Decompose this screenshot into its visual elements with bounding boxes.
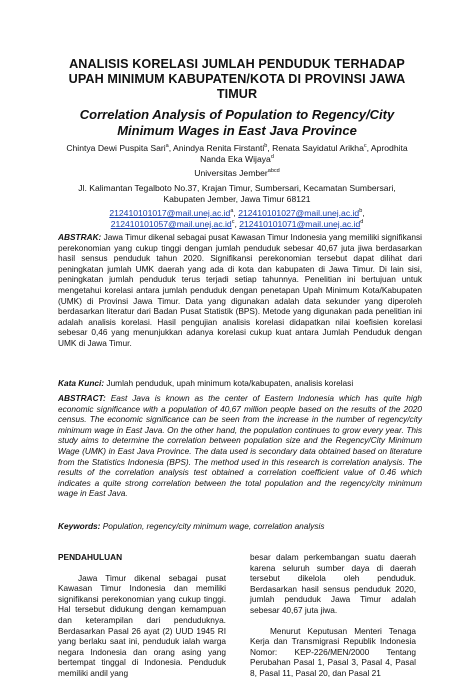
email-separator: , [233, 208, 239, 218]
author-list [40, 143, 434, 165]
title-english [40, 107, 434, 138]
address-line: Jl. Kalimantan Tegalboto No.37, Krajan Timur, Sumbersari, Kecamatan Sumbersari, [78, 183, 396, 193]
author-name: Chintya Dewi Puspita Sari [66, 143, 166, 153]
kata-kunci [58, 378, 422, 389]
author-affiliation-mark: c [363, 143, 367, 150]
right-column [250, 552, 416, 679]
email-link[interactable]: 212410101027@mail.unej.ac.id [238, 208, 360, 218]
abstract-label: ABSTRACT: [58, 393, 106, 403]
abstract-text: East Java is known as the center of Eastern Indonesia which has quite high economic significance with a population of 40,67 million people based on the results of the 2020 census. The economic significance can be seen from the increase in the number of regency/city minimum wage in East Java. On the other hand, the population continues to grow every year. This study aims to determine the correlation between population size and the Regency/City Minimum Wage (UMK) in East Java Province. The data used is secondary data obtained based on literature from the Statistics Indonesia (BPS). The method used in this research is correlation analysis. The results of the correlation analysis test obtained a correlation coefficient value of 0.46 which indicates a quite strong correlation between the total population and the regency/city minimum wage in East Java. [58, 393, 422, 499]
title-indonesian [40, 57, 434, 102]
address-line: Kabupaten Jember, Jawa Timur 68121 [163, 194, 311, 204]
author-name: , Renata Sayidatul Arikha [267, 143, 364, 153]
author-name: , Anindya Renita Firstanti [168, 143, 265, 153]
title-id-line: UPAH MINIMUM KABUPATEN/KOTA DI PROVINSI JAWA [68, 72, 406, 86]
abstract-paragraph [58, 393, 422, 499]
email-line [40, 208, 434, 219]
author-name: , Aprodhita [366, 143, 408, 153]
title-en-line: Correlation Analysis of Population to Regency/City [79, 107, 395, 122]
university-affiliation-mark: abcd [267, 168, 280, 175]
email-line [40, 219, 434, 230]
author-affiliation-mark: a [165, 143, 169, 150]
keywords-text: Population, regency/city minimum wage, correlation analysis [100, 521, 325, 531]
email-separator: , [362, 208, 365, 218]
email-link[interactable]: 212410101071@mail.unej.ac.id [239, 219, 361, 229]
email-mark: d [360, 219, 364, 226]
university-name: Universitas Jember [194, 168, 268, 178]
author-name: Nanda Eka Wijaya [200, 154, 271, 164]
email-link[interactable]: 212410101017@mail.unej.ac.id [109, 208, 231, 218]
email-link[interactable]: 212410101057@mail.unej.ac.id [110, 219, 232, 229]
title-id-line: ANALISIS KORELASI JUMLAH PENDUDUK TERHADAP [69, 57, 405, 71]
email-mark: b [359, 208, 363, 215]
keywords [58, 521, 422, 532]
keywords-label: Keywords: [58, 521, 101, 531]
author-line [40, 154, 434, 165]
email-mark: a [230, 208, 234, 215]
author-line [40, 143, 434, 154]
affiliation [40, 168, 434, 179]
title-id-line: TIMUR [216, 87, 258, 101]
abstrak-label: ABSTRAK: [58, 232, 102, 242]
kata-kunci-text: Jumlah penduduk, upah minimum kota/kabupaten, analisis korelasi [104, 378, 354, 388]
author-affiliation-mark: b [264, 143, 268, 150]
abstrak-text: Jawa Timur dikenal sebagai pusat Kawasan Timur Indonesia yang memiliki signifikansi perekonomian yang cukup tinggi dengan jumlah penduduk sebesar 40,67 juta jiwa berdasarkan hasil sensus penduduk tahun 2020. Signifikansi perekonomian tersebut dapat dilihat dari peningkatan jumlah UMK daerah yang ada di kota dan kabupaten di Jawa Timur. Di lain sisi, peningkatan jumlah penduduk terus terjadi setiap tahunnya. Penelitian ini bertujuan untuk mengetahui korelasi antara jumlah penduduk dengan penetapan Upah Minimum Kota/Kabupaten (UMK) di Provinsi Jawa Timur. Data yang digunakan adalah data sekunder yang diperoleh berdasarkan literatur dari Badan Pusat Statistik (BPS). Metode yang digunakan pada penelitian ini adalah analisis korelasi. Hasil pengujian analisis korelasi didapatkan nilai koefisien korelasi sebesar 0,46 yang menunjukkan adanya korelasi cukup kuat antara Jumlah Penduduk dengan UMK di Jawa Timur. [58, 232, 422, 348]
body-paragraph: besar dalam perkembangan suatu daerah karena seluruh sumber daya di daerah tersebut dikelola oleh penduduk. Berdasarkan hasil sensus penduduk 2020, jumlah penduduk Jawa Timur adalah sebesar 40,67 juta jiwa. [250, 552, 416, 615]
author-affiliation-mark: d [270, 154, 274, 161]
section-heading: PENDAHULUAN [58, 552, 123, 562]
email-mark: c [231, 219, 235, 226]
body-paragraph: Menurut Keputusan Menteri Tenaga Kerja dan Transmigrasi Republik Indonesia Nomor: KEP-226/MEN/2000 Tentang Perubahan Pasal 1, Pasal 3, Pasal 4, Pasal 8, Pasal 11, Pasal 20, dan Pasal 21 [250, 625, 416, 678]
title-en-line: Minimum Wages in East Java Province [117, 122, 357, 138]
kata-kunci-label: Kata Kunci: [58, 378, 105, 388]
email-list [40, 208, 434, 230]
body-paragraph: Jawa Timur dikenal sebagai pusat Kawasan Timur Indonesia dan memiliki signifikansi perekonomian yang cukup tinggi. Hal tersebut didukung dengan kemampuan dan keterampilan dari penduduknya. Berdasarkan Pasal 26 ayat (2) UUD 1945 RI yang berlaku saat ini, penduduk ialah warga negara Indonesia dan orang asing yang bertempat tinggal di Indonesia. Penduduk memiliki andil yang [58, 572, 226, 678]
address [40, 183, 434, 205]
email-separator: , [234, 219, 240, 229]
abstrak-paragraph [58, 232, 422, 349]
left-column [58, 552, 226, 679]
